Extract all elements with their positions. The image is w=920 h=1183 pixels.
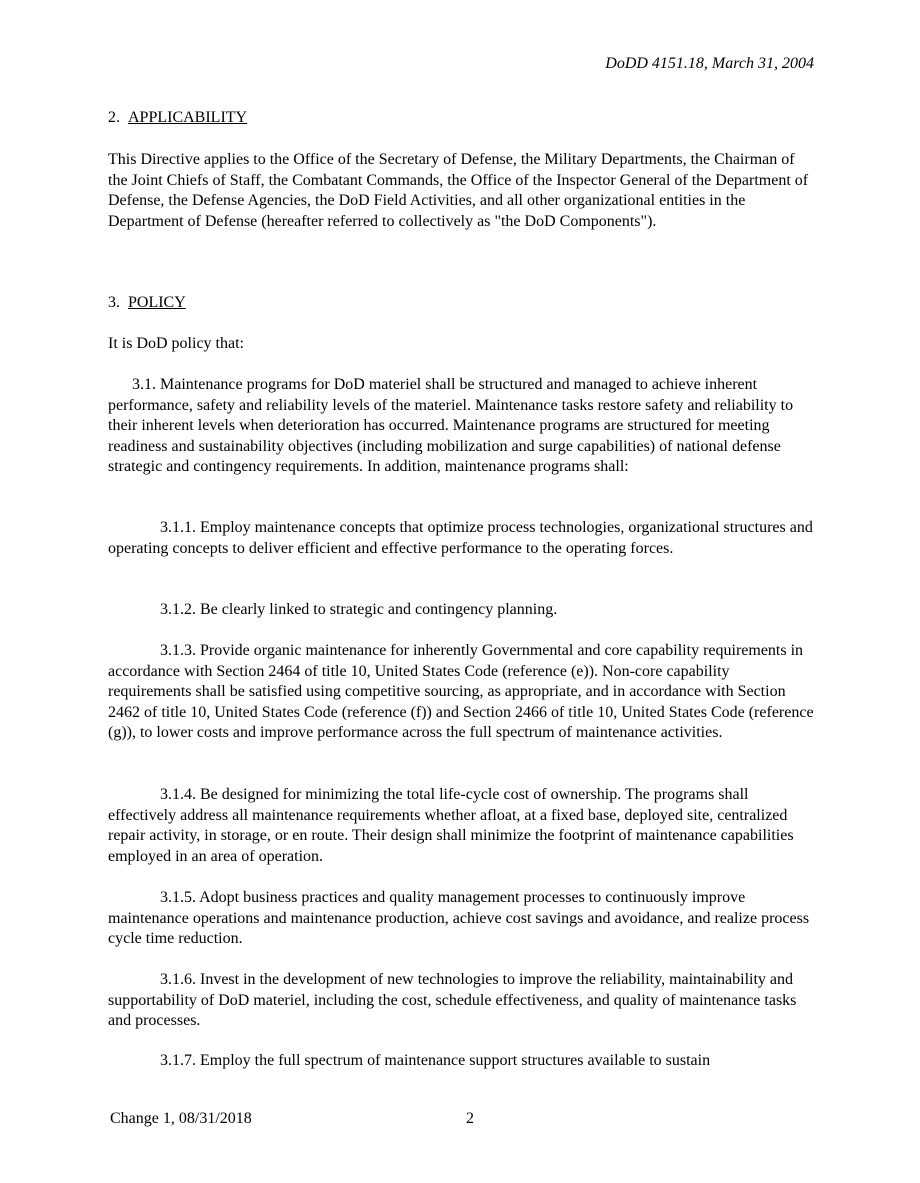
section-3-heading [108,293,816,314]
section-2-heading [108,108,816,129]
paragraph-3-1-4: 3.1.4. Be designed for minimizing the total life-cycle cost of ownership. The programs shall effectively address all maintenance requirements whether afloat, at a fixed base, deployed site, centralized repair activity, in storage, or en route. Their design shall minimize the footprint of maintenance capabilities employed in an area of operation. [108,786,794,865]
section-2-number: 2. [108,109,120,126]
paragraph-3-1: 3.1. Maintenance programs for DoD materiel shall be structured and managed to achieve inherent performance, safety and reliability levels of the materiel. Maintenance tasks restore safety and reliability to their inherent levels when deterioration has occurred. Maintenance programs are structured for meeting readiness and sustainability objectives (including mobilization and surge capabilities) of national defense strategic and contingency requirements. In addition, maintenance programs shall: [108,376,794,475]
paragraph-3-1-5: 3.1.5. Adopt business practices and quality management processes to continuously improve maintenance operations and maintenance production, achieve cost savings and avoidance, and realize process cycle time reduction. [108,889,810,947]
section-3-intro: It is DoD policy that: [108,335,244,352]
paragraph-3-1-2: 3.1.2. Be clearly linked to strategic and contingency planning. [160,601,558,618]
footer-change-note: Change 1, 08/31/2018 [110,1110,252,1127]
section-2-body: This Directive applies to the Office of the Secretary of Defense, the Military Departments, the Chairman of the Joint Chiefs of Staff, the Combatant Commands, the Office of the Inspector General of the Department of Defense, the Defense Agencies, the DoD Field Activities, and all other organizational entities in the Department of Defense (hereafter referred to collectively as "the DoD Components"). [108,151,809,230]
section-3-number: 3. [108,294,120,311]
footer-page-number: 2 [466,1110,474,1127]
paragraph-3-1-6: 3.1.6. Invest in the development of new technologies to improve the reliability, maintainability and supportability of DoD materiel, including the cost, schedule effectiveness, and quality of maintenance tasks and processes. [108,971,797,1029]
paragraph-3-1-3: 3.1.3. Provide organic maintenance for inherently Governmental and core capability requirements in accordance with Section 2464 of title 10, United States Code (reference (e)). Non-core capability requirements shall be satisfied using competitive sourcing, as appropriate, and in accordance with Section 2462 of title 10, United States Code (reference (f)) and Section 2466 of title 10, United States Code (reference (g)), to lower costs and improve performance across the full spectrum of maintenance activities. [108,642,814,741]
section-2-title: APPLICABILITY [128,109,248,126]
paragraph-3-1-1: 3.1.1. Employ maintenance concepts that optimize process technologies, organizational structures and operating concepts to deliver efficient and effective performance to the operating forces. [108,519,813,557]
document-reference-header: DoDD 4151.18, March 31, 2004 [605,55,814,72]
section-3-title: POLICY [128,294,186,311]
paragraph-3-1-7: 3.1.7. Employ the full spectrum of maintenance support structures available to sustain [160,1052,711,1069]
